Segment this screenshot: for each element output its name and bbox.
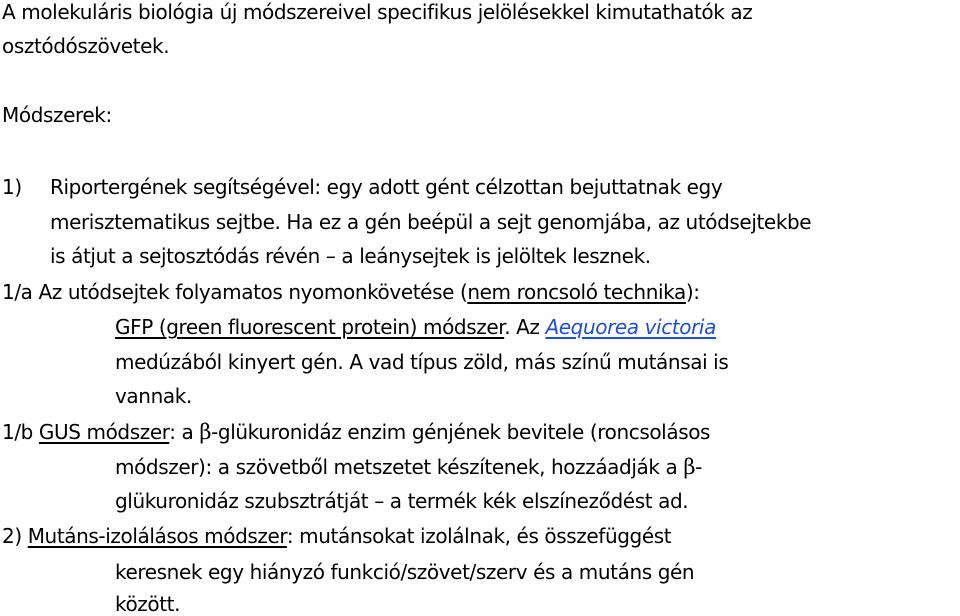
item-1b-prefix: 1/b [2,420,39,444]
intro-line-1: A molekuláris biológia új módszereivel specifikus jelölésekkel kimutathatók az [2,0,753,24]
item-1b-colon: : a [169,420,200,444]
item-1a-line-1 [2,280,700,304]
item-2-rest: : mutánsokat izolálnak, és összefüggést [286,524,672,548]
beta-symbol: β [683,455,696,479]
item-1a-non-destructive: nem roncsoló technika [467,280,686,304]
item-2-number: 2) [2,524,28,548]
item-2-line-1 [2,524,671,548]
item-1b-line-2-text: módszer): a szövetből metszetet készítenek, hozzáadják a [115,455,684,479]
item-1a-suffix: ): [685,280,700,304]
item-1a-line-2 [115,315,716,339]
item-1a-prefix: 1/a Az utódsejtek folyamatos nyomonkövetése ( [2,280,468,304]
aequorea-victoria-link[interactable]: Aequorea victoria [545,315,716,339]
item-1b-line-2 [115,455,702,479]
methods-heading: Módszerek: [2,103,112,127]
item-1b-rest: -glükuronidáz enzim génjének bevitele (roncsolásos [211,420,711,444]
item-1a-line-3: medúzából kinyert gén. A vad típus zöld, más színű mutánsai is [115,350,729,374]
item-1a-line-4: vannak. [115,384,192,408]
item-1b-line-1 [2,420,710,444]
item-1b-line-3: glükuronidáz szubsztrátját – a termék kék elszíneződést ad. [115,489,689,513]
gfp-after: . Az [504,315,546,339]
item-1-line-2: merisztematikus sejtbe. Ha ez a gén beépül a sejt genomjába, az utódsejtekbe [50,210,812,234]
gfp-method: GFP (green fluorescent protein) módszer [115,315,505,339]
item-1-line-3: is átjut a sejtosztódás révén – a leánysejtek is jelöltek lesznek. [50,244,651,268]
item-1b-line-2-dash: - [695,455,702,479]
item-2-line-3: között. [115,592,181,616]
intro-line-2: osztódószövetek. [2,34,170,58]
item-2-line-2: keresnek egy hiányzó funkció/szövet/szerv és a mutáns gén [115,560,695,584]
gus-method: GUS módszer [38,420,170,444]
beta-symbol: β [199,420,212,444]
item-1-number: 1) [2,175,22,199]
mutant-isolation-method: Mutáns-izolálásos módszer [27,524,287,548]
item-1-line-1: Riportergének segítségével: egy adott gént célzottan bejuttatnak egy [50,175,723,199]
